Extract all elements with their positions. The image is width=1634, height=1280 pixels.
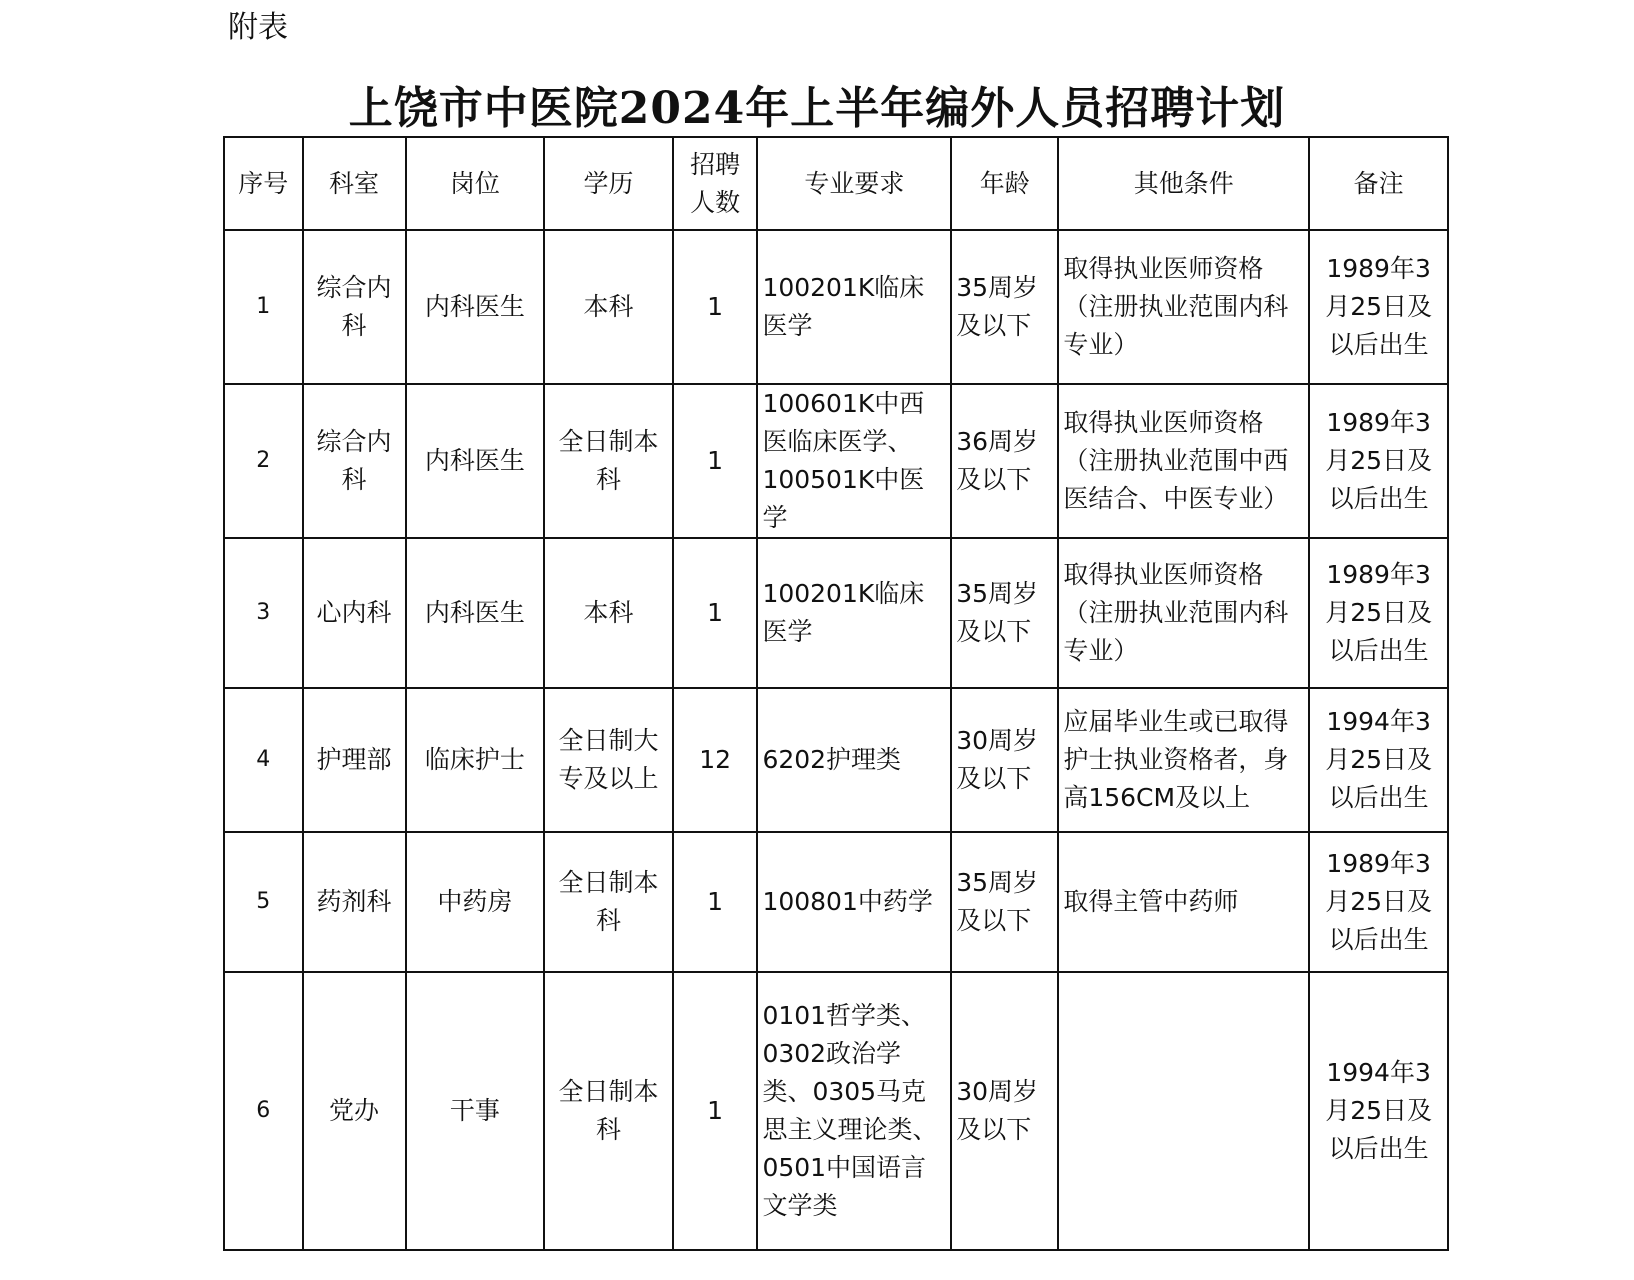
cell-other: 取得执业医师资格（注册执业范围内科专业） <box>1058 230 1309 384</box>
table-row <box>224 688 1448 832</box>
cell-count: 1 <box>673 230 758 384</box>
header-post: 岗位 <box>406 137 545 230</box>
table-row <box>224 230 1448 384</box>
cell-count: 12 <box>673 688 758 832</box>
cell-age: 30周岁及以下 <box>951 688 1058 832</box>
cell-other: 应届毕业生或已取得护士执业资格者，身高156CM及以上 <box>1058 688 1309 832</box>
cell-edu: 全日制大专及以上 <box>544 688 673 832</box>
cell-no: 2 <box>224 384 303 538</box>
cell-count: 1 <box>673 972 758 1250</box>
cell-age: 30周岁及以下 <box>951 972 1058 1250</box>
cell-dept: 心内科 <box>303 538 406 688</box>
cell-count: 1 <box>673 538 758 688</box>
recruitment-table <box>223 136 1449 1251</box>
header-major: 专业要求 <box>757 137 951 230</box>
header-other: 其他条件 <box>1058 137 1309 230</box>
cell-note: 1989年3月25日及以后出生 <box>1309 832 1448 972</box>
cell-note: 1989年3月25日及以后出生 <box>1309 384 1448 538</box>
attachment-label: 附表 <box>228 10 288 45</box>
cell-major: 6202护理类 <box>757 688 951 832</box>
header-no: 序号 <box>224 137 303 230</box>
cell-post: 内科医生 <box>406 384 545 538</box>
cell-post: 内科医生 <box>406 538 545 688</box>
cell-major: 100201K临床医学 <box>757 230 951 384</box>
cell-major: 100601K中西医临床医学、100501K中医学 <box>757 384 951 538</box>
cell-post: 干事 <box>406 972 545 1250</box>
cell-count: 1 <box>673 832 758 972</box>
cell-dept: 综合内科 <box>303 384 406 538</box>
header-count: 招聘人数 <box>673 137 758 230</box>
table-row <box>224 832 1448 972</box>
cell-dept: 综合内科 <box>303 230 406 384</box>
cell-age: 35周岁及以下 <box>951 832 1058 972</box>
cell-other: 取得执业医师资格（注册执业范围内科专业） <box>1058 538 1309 688</box>
cell-major: 0101哲学类、0302政治学类、0305马克思主义理论类、0501中国语言文学类 <box>757 972 951 1250</box>
page-title: 上饶市中医院2024年上半年编外人员招聘计划 <box>348 83 1286 134</box>
cell-note: 1989年3月25日及以后出生 <box>1309 230 1448 384</box>
cell-count: 1 <box>673 384 758 538</box>
cell-major: 100201K临床医学 <box>757 538 951 688</box>
cell-no: 3 <box>224 538 303 688</box>
cell-age: 35周岁及以下 <box>951 230 1058 384</box>
cell-edu: 全日制本科 <box>544 384 673 538</box>
cell-edu: 本科 <box>544 230 673 384</box>
cell-age: 36周岁及以下 <box>951 384 1058 538</box>
cell-dept: 护理部 <box>303 688 406 832</box>
cell-edu: 全日制本科 <box>544 972 673 1250</box>
cell-edu: 全日制本科 <box>544 832 673 972</box>
cell-no: 6 <box>224 972 303 1250</box>
cell-post: 内科医生 <box>406 230 545 384</box>
cell-no: 1 <box>224 230 303 384</box>
cell-note: 1989年3月25日及以后出生 <box>1309 538 1448 688</box>
cell-no: 5 <box>224 832 303 972</box>
header-note: 备注 <box>1309 137 1448 230</box>
table-row <box>224 384 1448 538</box>
header-dept: 科室 <box>303 137 406 230</box>
cell-note: 1994年3月25日及以后出生 <box>1309 972 1448 1250</box>
cell-edu: 本科 <box>544 538 673 688</box>
cell-other: 取得主管中药师 <box>1058 832 1309 972</box>
cell-no: 4 <box>224 688 303 832</box>
cell-other <box>1058 972 1309 1250</box>
table-row <box>224 538 1448 688</box>
cell-age: 35周岁及以下 <box>951 538 1058 688</box>
header-age: 年龄 <box>951 137 1058 230</box>
cell-dept: 党办 <box>303 972 406 1250</box>
cell-dept: 药剂科 <box>303 832 406 972</box>
cell-other: 取得执业医师资格（注册执业范围中西医结合、中医专业） <box>1058 384 1309 538</box>
cell-note: 1994年3月25日及以后出生 <box>1309 688 1448 832</box>
header-row <box>224 137 1448 230</box>
cell-post: 临床护士 <box>406 688 545 832</box>
header-edu: 学历 <box>544 137 673 230</box>
cell-post: 中药房 <box>406 832 545 972</box>
table-row <box>224 972 1448 1250</box>
cell-major: 100801中药学 <box>757 832 951 972</box>
